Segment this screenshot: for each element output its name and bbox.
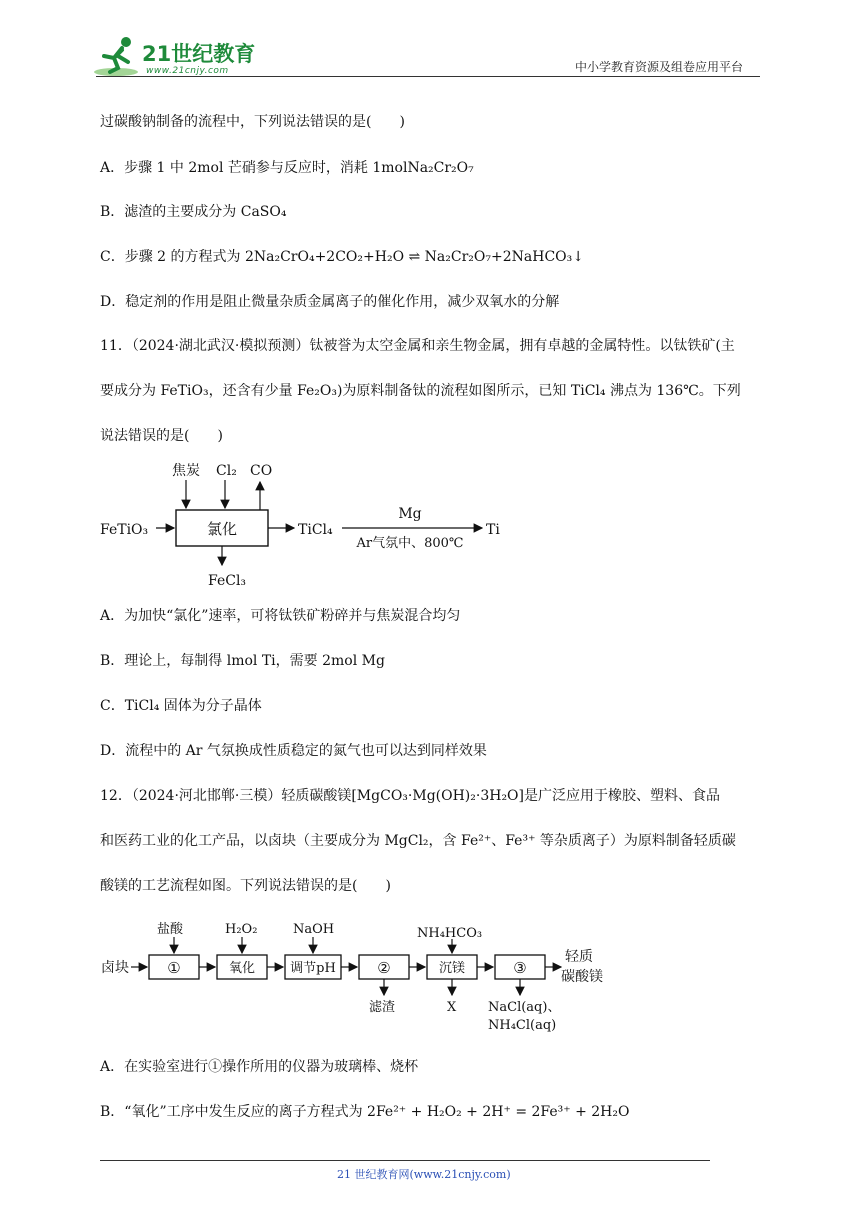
q11-reagent-mg: Mg: [398, 506, 422, 522]
q12-output-x: X: [447, 1000, 457, 1015]
q12-stem-line1: 12．（2024·河北邯郸·三模）轻质碳酸镁[MgCO₃·Mg(OH)₂·3H₂O]是广泛应用于橡胶、塑料、食品: [100, 788, 720, 804]
q11-feed-label: FeTiO₃: [100, 522, 149, 538]
q11-option-b: B．理论上，每制得 lmol Ti，需要 2mol Mg: [100, 653, 385, 669]
q11-box-label: 氯化: [206, 520, 238, 538]
q10-stem: 过碳酸钠制备的流程中，下列说法错误的是( ): [100, 114, 405, 130]
runner-logo-icon: [92, 34, 144, 78]
q11-stem-line1: 11．（2024·湖北武汉·模拟预测）钛被誉为太空金属和亲生物金属，拥有卓越的金属特性。以钛铁矿(主: [100, 338, 735, 354]
logo-url: www.21cnjy.com: [146, 66, 229, 76]
header-rule: [96, 76, 760, 77]
q11-stem-line3: 说法错误的是( ): [100, 428, 223, 444]
svg-text:氧化: 氧化: [228, 961, 256, 976]
svg-text:③: ③: [513, 959, 527, 977]
q12-input-naoh: NaOH: [293, 922, 335, 937]
q11-input-coke: 焦炭: [172, 463, 200, 479]
svg-text:调节pH: 调节pH: [290, 961, 336, 976]
q12-stem-line2: 和医药工业的化工产品，以卤块（主要成分为 MgCl₂，含 Fe²⁺、Fe³⁺ 等杂质离子）为原料制备轻质碳: [100, 833, 736, 849]
q12-output-residue: 滤渣: [369, 1000, 396, 1015]
q11-stem-line2: 要成分为 FeTiO₃，还含有少量 Fe₂O₃)为原料制备钛的流程如图所示，已知 TiCl₄ 沸点为 136℃。下列: [100, 383, 741, 399]
q11-conditions: Ar气氛中、800℃: [356, 536, 464, 551]
q11-option-c: C．TiCl₄ 固体为分子晶体: [100, 698, 262, 714]
q10-option-d: D．稳定剂的作用是阻止微量杂质金属离子的催化作用，减少双氧水的分解: [100, 294, 560, 310]
svg-text:①: ①: [167, 959, 181, 977]
q10-option-b: B．滤渣的主要成分为 CaSO₄: [100, 204, 287, 220]
q10-option-c: C．步骤 2 的方程式为 2Na₂CrO₄+2CO₂+H₂O ⇌ Na₂Cr₂O₇+2NaHCO₃↓: [100, 249, 584, 265]
svg-text:沉镁: 沉镁: [438, 961, 466, 976]
q12-feed-label: 卤块: [101, 960, 129, 976]
q11-option-a: A．为加快“氯化”速率，可将钛铁矿粉碎并与焦炭混合均匀: [100, 608, 461, 624]
q11-input-cl2: Cl₂: [216, 463, 237, 479]
logo-text: 21世纪教育: [142, 42, 256, 66]
platform-name: 中小学教育资源及组卷应用平台: [575, 60, 744, 74]
q12-stem-line3: 酸镁的工艺流程如图。下列说法错误的是( ): [100, 878, 391, 894]
q11-output-co: CO: [250, 463, 273, 479]
q12-option-b: B．“氧化”工序中发生反应的离子方程式为 2Fe²⁺ + H₂O₂ + 2H⁺ = 2Fe³⁺ + 2H₂O: [100, 1104, 630, 1120]
q12-option-a: A．在实验室进行①操作所用的仪器为玻璃棒、烧杯: [100, 1059, 419, 1075]
q12-product-line2: 碳酸镁: [561, 969, 603, 985]
q12-input-hcl: 盐酸: [157, 922, 184, 937]
q12-input-nh4hco3: NH₄HCO₃: [417, 926, 483, 941]
svg-text:②: ②: [377, 959, 391, 977]
footer-rule: [100, 1160, 710, 1161]
q11-flow-diagram: [90, 455, 520, 595]
q10-option-a: A．步骤 1 中 2mol 芒硝参与反应时，消耗 1molNa₂Cr₂O₇: [100, 160, 474, 176]
q12-output-nacl: NaCl(aq)、: [488, 1000, 561, 1015]
q12-input-h2o2: H₂O₂: [225, 922, 258, 937]
q11-ticl4-label: TiCl₄: [298, 522, 333, 538]
q12-product-line1: 轻质: [565, 949, 593, 965]
q11-option-d: D．流程中的 Ar 气氛换成性质稳定的氮气也可以达到同样效果: [100, 743, 487, 759]
q11-byproduct-fecl3: FeCl₃: [208, 573, 247, 589]
q12-flow-diagram: [95, 915, 625, 1040]
q11-product-ti: Ti: [486, 522, 500, 538]
footer-link[interactable]: 21 世纪教育网(www.21cnjy.com): [337, 1168, 511, 1181]
q12-output-nh4cl: NH₄Cl(aq): [488, 1018, 557, 1033]
header-logo: [92, 34, 262, 78]
